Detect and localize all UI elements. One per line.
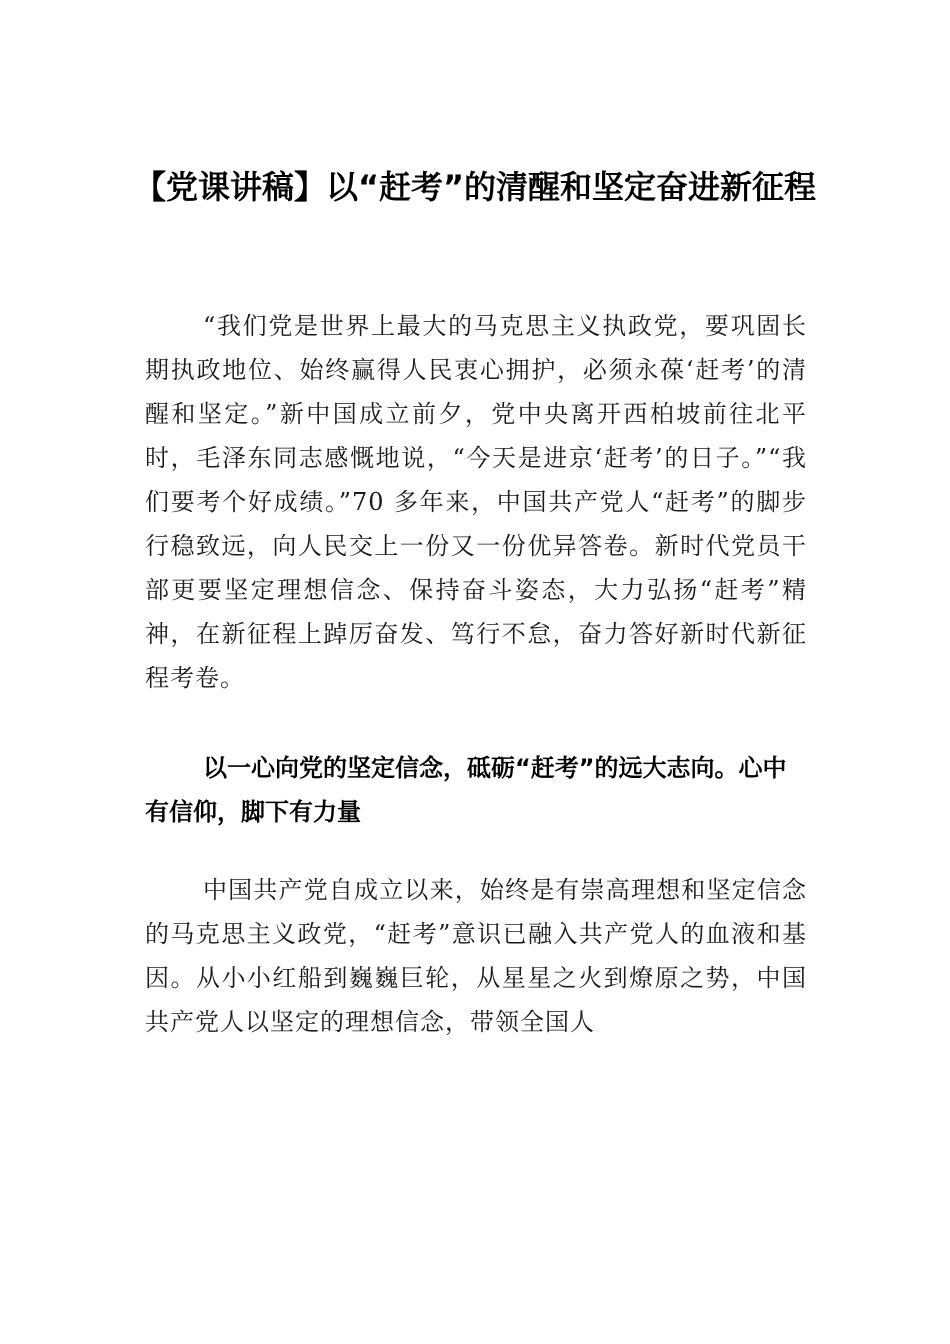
intro-paragraph: “我们党是世界上最大的马克思主义执政党，要巩固长期执政地位、始终赢得人民衷心拥护，必须永葆‘赶考’的清醒和坚定。”新中国成立前夕，党中央离开西柏坡前往北平时，毛泽东同志感慨地说，“今天是进京‘赶考’的日子。”“我们要考个好成绩。”70 多年来，中国共产党人“赶考”的脚步行稳致远，向人民交上一份又一份优异答卷。新时代党员干部更要坚定理想信念、保持奋斗姿态，大力弘扬“赶考”精神，在新征程上踔厉奋发、笃行不怠，奋力答好新时代新征程考卷。	[145, 312, 807, 692]
section-heading: 以一心向党的坚定信念，砥砺“赶考”的远大志向。心中有信仰，脚下有力量	[145, 754, 787, 826]
section-paragraph: 中国共产党自成立以来，始终是有崇高理想和坚定信念的马克思主义政党，“赶考”意识已融入共产党人的血液和基因。从小小红船到巍巍巨轮，从星星之火到燎原之势，中国共产党人以坚定的理想信念，带领全国人	[145, 876, 807, 1036]
document-title: 【党课讲稿】以“赶考”的清醒和坚定奋进新征程	[133, 168, 817, 206]
